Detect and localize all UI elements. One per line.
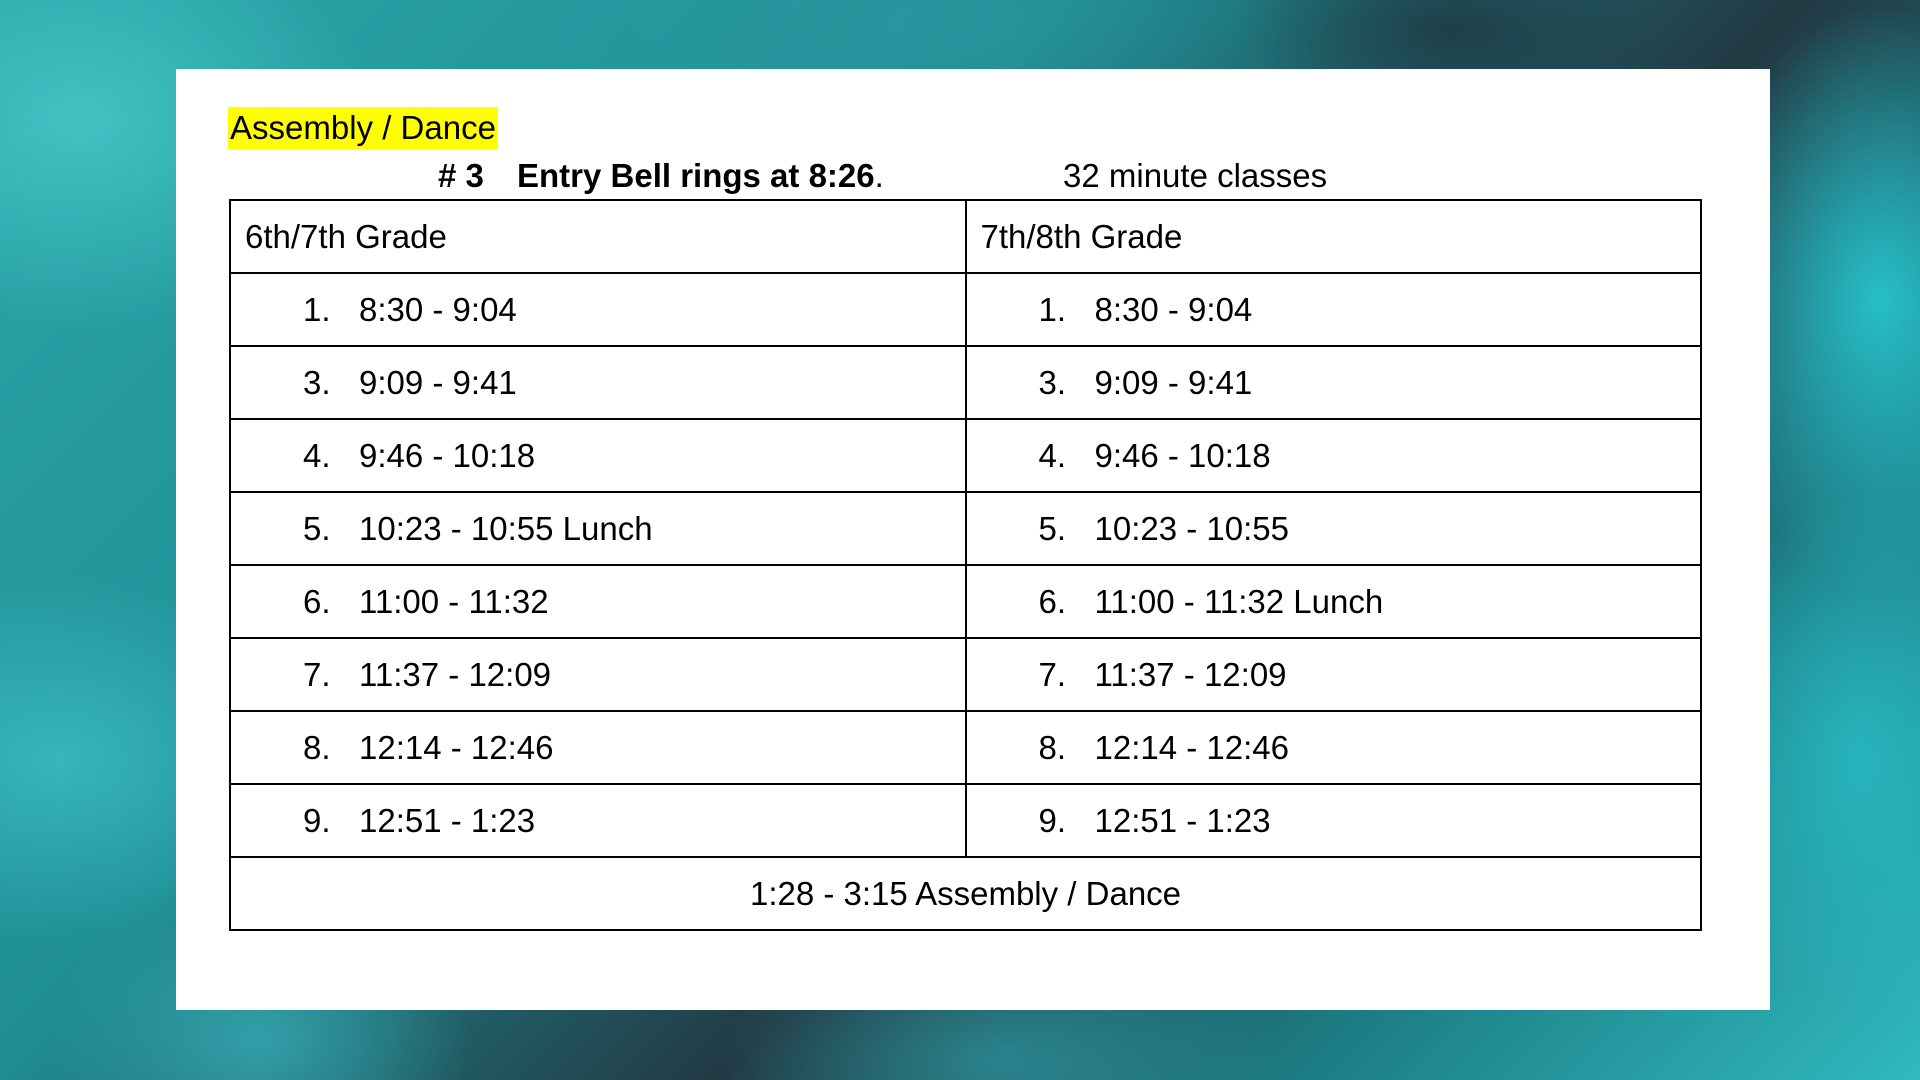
table-row bbox=[230, 711, 1701, 784]
period-number: 4. bbox=[1038, 436, 1067, 474]
header-7th-8th-grade: 7th/8th Grade bbox=[966, 200, 1702, 273]
period-number: 7. bbox=[1038, 655, 1067, 693]
document-page bbox=[176, 69, 1770, 1010]
right-period-cell bbox=[966, 273, 1702, 346]
right-period-cell bbox=[966, 784, 1702, 857]
period-time: 12:51 - 1:23 bbox=[1094, 801, 1271, 839]
period-time: 11:00 - 11:32 bbox=[359, 582, 549, 620]
period-time: 9:09 - 9:41 bbox=[359, 363, 517, 401]
table-row bbox=[230, 492, 1701, 565]
left-period-cell bbox=[230, 346, 966, 419]
period-time: 12:14 - 12:46 bbox=[1094, 728, 1289, 766]
period-number: 8. bbox=[303, 728, 331, 766]
period-time: 8:30 - 9:04 bbox=[359, 290, 517, 328]
entry-bell-note bbox=[517, 155, 884, 197]
table-row bbox=[230, 419, 1701, 492]
class-length-note: 32 minute classes bbox=[1063, 157, 1328, 194]
table-header-row bbox=[230, 200, 1701, 273]
period-time: 9:09 - 9:41 bbox=[1094, 363, 1253, 401]
schedule-table bbox=[229, 199, 1702, 931]
schedule-number: # 3 bbox=[438, 157, 484, 194]
right-period-cell bbox=[966, 492, 1702, 565]
period-number: 6. bbox=[303, 582, 331, 620]
period-number: 3. bbox=[1038, 363, 1067, 401]
period-number: 9. bbox=[1038, 801, 1067, 839]
table-row bbox=[230, 565, 1701, 638]
period-number: 6. bbox=[1038, 582, 1067, 620]
period-time: 12:51 - 1:23 bbox=[359, 801, 536, 839]
left-period-cell bbox=[230, 565, 966, 638]
period-number: 9. bbox=[303, 801, 331, 839]
period-time: 10:23 - 10:55 bbox=[1094, 509, 1289, 547]
right-period-cell bbox=[966, 346, 1702, 419]
period-number: 5. bbox=[1038, 509, 1067, 547]
period-time: 9:46 - 10:18 bbox=[359, 436, 536, 474]
period-number: 7. bbox=[303, 655, 331, 693]
period-time: 12:14 - 12:46 bbox=[359, 728, 554, 766]
right-period-cell bbox=[966, 638, 1702, 711]
period-number: 8. bbox=[1038, 728, 1067, 766]
table-row bbox=[230, 346, 1701, 419]
table-row bbox=[230, 273, 1701, 346]
left-period-cell bbox=[230, 784, 966, 857]
period-time: 9:46 - 10:18 bbox=[1094, 436, 1271, 474]
period-time: 10:23 - 10:55 Lunch bbox=[359, 509, 653, 547]
period-number: 1. bbox=[1038, 290, 1067, 328]
table-footer-row bbox=[230, 857, 1701, 930]
left-period-cell bbox=[230, 419, 966, 492]
table-row bbox=[230, 784, 1701, 857]
left-period-cell bbox=[230, 492, 966, 565]
assembly-dance-time: 1:28 - 3:15 Assembly / Dance bbox=[230, 857, 1701, 930]
left-period-cell bbox=[230, 638, 966, 711]
period-number: 1. bbox=[303, 290, 331, 328]
right-period-cell bbox=[966, 565, 1702, 638]
period-time: 11:37 - 12:09 bbox=[359, 655, 552, 693]
period-time: 8:30 - 9:04 bbox=[1094, 290, 1253, 328]
left-period-cell bbox=[230, 273, 966, 346]
period-time: 11:00 - 11:32 Lunch bbox=[1094, 582, 1384, 620]
period-number: 5. bbox=[303, 509, 331, 547]
entry-bell-text: Entry Bell rings at 8:26 bbox=[517, 157, 875, 194]
period-number: 3. bbox=[303, 363, 331, 401]
right-period-cell bbox=[966, 419, 1702, 492]
page-title: Assembly / Dance bbox=[228, 107, 498, 149]
left-period-cell bbox=[230, 711, 966, 784]
right-period-cell bbox=[966, 711, 1702, 784]
period-time: 11:37 - 12:09 bbox=[1094, 655, 1287, 693]
entry-bell-period: . bbox=[874, 157, 884, 194]
header-6th-7th-grade: 6th/7th Grade bbox=[230, 200, 966, 273]
period-number: 4. bbox=[303, 436, 331, 474]
table-row bbox=[230, 638, 1701, 711]
